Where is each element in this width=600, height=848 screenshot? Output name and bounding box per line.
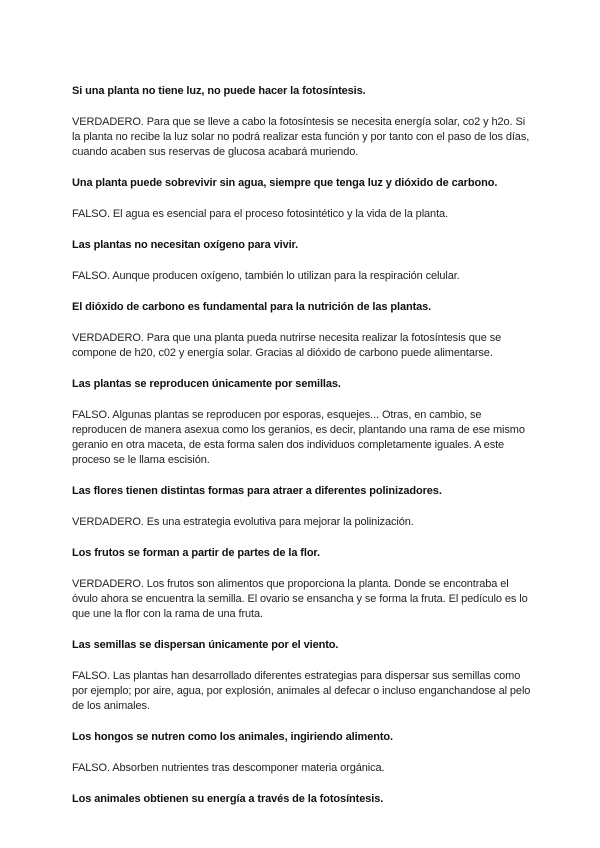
question-10: Los animales obtienen su energía a través de la fotosíntesis. [72, 793, 384, 805]
question-4: El dióxido de carbono es fundamental para la nutrición de las plantas. [72, 301, 432, 313]
question-2: Una planta puede sobrevivir sin agua, siempre que tenga luz y dióxido de carbono. [72, 177, 498, 189]
question-5: Las plantas se reproducen únicamente por semillas. [72, 378, 341, 390]
answer-5: FALSO. Algunas plantas se reproducen por esporas, esquejes... Otras, en cambio, se reproducen de manera asexua como los geranios, es decir, plantando una rama de ese mismo geranio en otra maceta, de esta forma salen dos individuos completamente iguales. A este proceso se le llama escisión. [72, 409, 525, 466]
answer-8: FALSO. Las plantas han desarrollado diferentes estrategias para dispersar sus semillas como por ejemplo; por aire, agua, por explosión, animales al defecar o incluso enganchandose al pelo de los animales. [72, 670, 531, 712]
answer-3: FALSO. Aunque producen oxígeno, también lo utilizan para la respiración celular. [72, 270, 460, 282]
answer-9: FALSO. Absorben nutrientes tras descomponer materia orgánica. [72, 762, 385, 774]
answer-1: VERDADERO. Para que se lleve a cabo la fotosíntesis se necesita energía solar, co2 y h2o. Si la planta no recibe la luz solar no podrá realizar esta función y por tanto con el paso de los días, cuando acaben sus reservas de glucosa acabará muriendo. [72, 116, 530, 158]
question-7: Los frutos se forman a partir de partes de la flor. [72, 547, 320, 559]
question-1: Si una planta no tiene luz, no puede hacer la fotosíntesis. [72, 85, 366, 97]
answer-7: VERDADERO. Los frutos son alimentos que proporciona la planta. Donde se encontraba el óvulo ahora se encuentra la semilla. El ovario se ensancha y se forma la fruta. El pedículo es lo que une la flor con la rama de una fruta. [72, 578, 528, 620]
question-9: Los hongos se nutren como los animales, ingiriendo alimento. [72, 731, 393, 743]
question-6: Las flores tienen distintas formas para atraer a diferentes polinizadores. [72, 485, 442, 497]
answer-2: FALSO. El agua es esencial para el proceso fotosintético y la vida de la planta. [72, 208, 449, 220]
question-3: Las plantas no necesitan oxígeno para vivir. [72, 239, 299, 251]
document-page [72, 84, 532, 807]
question-8: Las semillas se dispersan únicamente por el viento. [72, 639, 339, 651]
answer-6: VERDADERO. Es una estrategia evolutiva para mejorar la polinización. [72, 516, 414, 528]
answer-4: VERDADERO. Para que una planta pueda nutrirse necesita realizar la fotosíntesis que se compone de h20, c02 y energía solar. Gracias al dióxido de carbono puede alimentarse. [72, 332, 502, 359]
